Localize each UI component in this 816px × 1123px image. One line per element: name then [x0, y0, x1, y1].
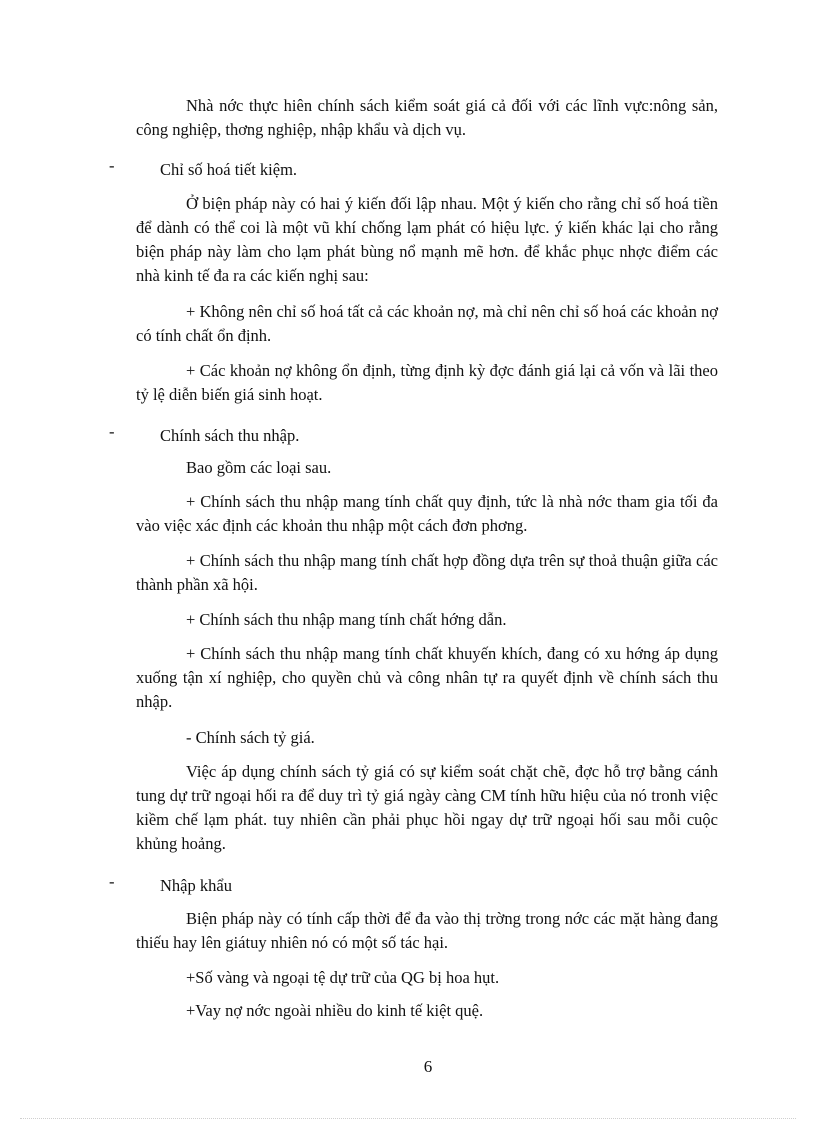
paragraph-debt-unstable: + Các khoản nợ không ổn định, từng định kỳ đợc đánh giá lại cả vốn và lãi theo tỷ lệ diễn biến giá sinh hoạt.	[136, 361, 718, 404]
bullet-text: Chỉ số hoá tiết kiệm.	[160, 160, 298, 179]
bullet-dash: -	[109, 156, 115, 175]
paragraph-income-contract: + Chính sách thu nhập mang tính chất hợp đồng dựa trên sự thoả thuận giữa các thành phần xã hội.	[136, 551, 718, 594]
paragraph-income-incentive: + Chính sách thu nhập mang tính chất khuyến khích, đang có xu hớng áp dụng xuống tận xí nghiệp, cho quyền chủ và công nhân tự ra quyết định về chính sách thu nhập.	[136, 644, 718, 711]
paragraph-indexation-opinions: Ở biện pháp này có hai ý kiến đối lập nhau. Một ý kiến cho rằng chỉ số hoá tiền để dành có thể coi là một vũ khí chống lạm phát có hiệu lực. ý kiến khác lại cho rằng biện pháp này làm cho lạm phát bùng nổ mạnh mẽ hơn. để khắc phục nhợc điểm các nhà kinh tế đa ra các kiến nghị sau:	[136, 194, 718, 285]
paragraph-foreign-debt: +Vay nợ nớc ngoài nhiều do kinh tế kiệt quệ.	[186, 1001, 484, 1020]
paragraph-exchange-rate-heading: - Chính sách tỷ giá.	[186, 728, 315, 747]
paragraph-includes: Bao gồm các loại sau.	[186, 458, 332, 477]
paragraph-price-control: Nhà nớc thực hiên chính sách kiểm soát giá cả đối với các lĩnh vực:nông sản, công nghiệp, thơng nghiệp, nhập khẩu và dịch vụ.	[136, 96, 718, 139]
paragraph-income-regulatory: + Chính sách thu nhập mang tính chất quy định, tức là nhà nớc tham gia tối đa vào việc xác định các khoản thu nhập một cách đơn phơng.	[136, 492, 718, 535]
paragraph-exchange-rate-policy: Việc áp dụng chính sách tỷ giá có sự kiểm soát chặt chẽ, đợc hỗ trợ bằng cánh tung dự trữ ngoại hối ra để duy trì tỷ giá ngày càng CM tính hữu hiệu của nó tronh việc kiềm chế lạm phát. tuy nhiên cần phải phục hồi ngay dự trữ ngoại hối sau mỗi cuộc khủng hoảng.	[136, 762, 718, 853]
paragraph-imports-measure: Biện pháp này có tính cấp thời để đa vào thị trờng trong nớc các mặt hàng đang thiếu hay lên giátuy nhiên nó có một số tác hại.	[136, 909, 718, 952]
bullet-text: Chính sách thu nhập.	[160, 426, 300, 445]
paragraph-debt-stable: + Không nên chỉ số hoá tất cả các khoản nợ, mà chỉ nên chỉ số hoá các khoản nợ có tính chất ổn định.	[136, 302, 718, 345]
paragraph-income-guiding: + Chính sách thu nhập mang tính chất hớng dẫn.	[186, 610, 507, 629]
bullet-dash: -	[109, 872, 115, 891]
page-number: 6	[423, 1057, 433, 1076]
bullet-text: Nhập khẩu	[160, 876, 232, 895]
bullet-dash: -	[109, 422, 115, 441]
paragraph-gold-reserves: +Số vàng và ngoại tệ dự trữ của QG bị hoa hụt.	[186, 968, 500, 987]
page-bottom-divider	[20, 1118, 796, 1119]
